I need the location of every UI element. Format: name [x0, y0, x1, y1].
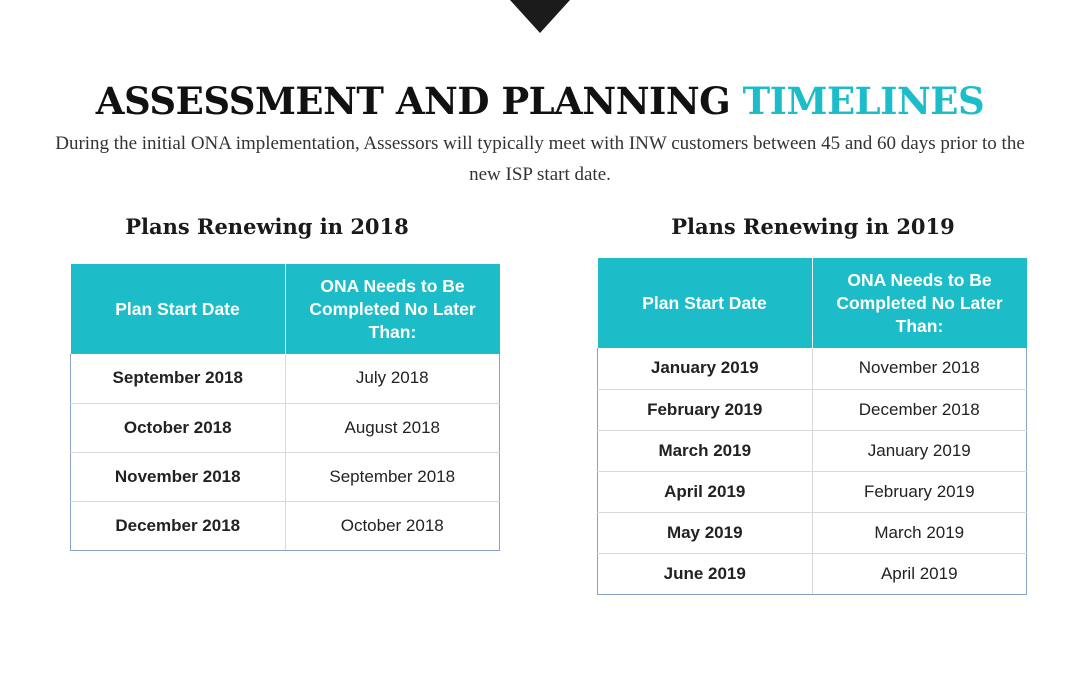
table-2019 [597, 258, 1027, 595]
table-2018 [70, 264, 500, 551]
plan-start-date-cell: November 2018 [71, 452, 286, 501]
page-title-main: ASSESSMENT AND PLANNING [95, 79, 731, 123]
table-row [598, 430, 1027, 471]
table-row [598, 471, 1027, 512]
table-header-row [71, 264, 500, 354]
plan-start-date-cell: February 2019 [598, 389, 813, 430]
ona-deadline-cell: February 2019 [812, 471, 1027, 512]
ona-deadline-cell: March 2019 [812, 512, 1027, 553]
column-header-ona-deadline: ONA Needs to Be Completed No Later Than: [812, 258, 1027, 348]
plan-start-date-cell: June 2019 [598, 553, 813, 594]
table-body [598, 348, 1027, 594]
table-header [598, 258, 1027, 348]
ona-deadline-cell: December 2018 [812, 389, 1027, 430]
table-row [71, 354, 500, 403]
table-body [71, 354, 500, 550]
table-row [598, 512, 1027, 553]
page-title [0, 78, 1080, 124]
section-title-2019: Plans Renewing in 2019 [671, 214, 955, 239]
ona-deadline-cell: October 2018 [285, 501, 500, 550]
down-triangle-icon [510, 0, 570, 33]
column-header-plan-start-date: Plan Start Date [71, 264, 286, 354]
plan-start-date-cell: January 2019 [598, 348, 813, 389]
table-row [71, 501, 500, 550]
ona-deadline-cell: September 2018 [285, 452, 500, 501]
page-subtitle: During the initial ONA implementation, Assessors will typically meet with INW customers between 45 and 60 days prior to the new ISP start date. [55, 133, 1025, 185]
column-header-plan-start-date: Plan Start Date [598, 258, 813, 348]
section-title-2018: Plans Renewing in 2018 [125, 214, 409, 239]
table-row [598, 348, 1027, 389]
table-header-row [598, 258, 1027, 348]
table-row [598, 553, 1027, 594]
plan-start-date-cell: May 2019 [598, 512, 813, 553]
plan-start-date-cell: October 2018 [71, 403, 286, 452]
table-row [598, 389, 1027, 430]
plan-start-date-cell: March 2019 [598, 430, 813, 471]
ona-deadline-cell: April 2019 [812, 553, 1027, 594]
ona-deadline-cell: November 2018 [812, 348, 1027, 389]
table-row [71, 403, 500, 452]
table-header [71, 264, 500, 354]
column-header-ona-deadline: ONA Needs to Be Completed No Later Than: [285, 264, 500, 354]
plan-start-date-cell: September 2018 [71, 354, 286, 403]
ona-deadline-cell: August 2018 [285, 403, 500, 452]
table-row [71, 452, 500, 501]
page-title-accent: TIMELINES [742, 79, 985, 123]
plan-start-date-cell: December 2018 [71, 501, 286, 550]
ona-deadline-cell: July 2018 [285, 354, 500, 403]
ona-deadline-cell: January 2019 [812, 430, 1027, 471]
plan-start-date-cell: April 2019 [598, 471, 813, 512]
